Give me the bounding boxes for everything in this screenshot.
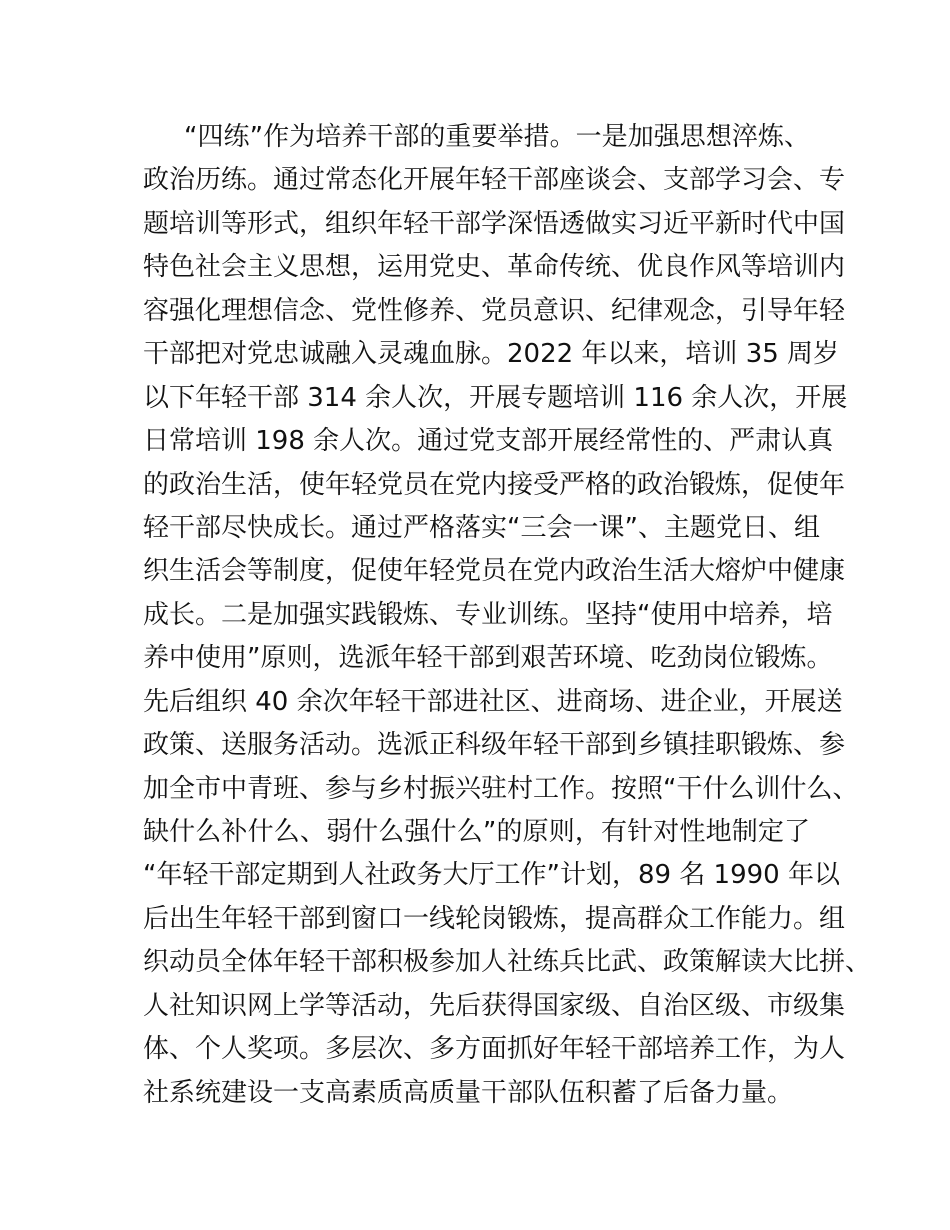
paragraph-line: 容强化理想信念、党性修养、党员意识、纪律观念，引导年轻 [143, 295, 846, 326]
paragraph-line: 人社知识网上学等活动，先后获得国家级、自治区级、市级集 [143, 990, 846, 1021]
paragraph-line: 成长。二是加强实践锻炼、专业训练。坚持“使用中培养，培 [143, 599, 833, 630]
paragraph-line: 政治历练。通过常态化开展年轻干部座谈会、支部学习会、专 [143, 165, 846, 196]
paragraph-line: 织生活会等制度，促使年轻党员在党内政治生活大熔炉中健康 [143, 556, 846, 587]
paragraph-line: 养中使用”原则，选派年轻干部到艰苦环境、吃劲岗位锻炼。 [143, 643, 833, 674]
paragraph-line: 政策、送服务活动。选派正科级年轻干部到乡镇挂职锻炼、参 [143, 730, 846, 761]
paragraph-line: 后出生年轻干部到窗口一线轮岗锻炼，提高群众工作能力。组 [143, 903, 846, 934]
paragraph-line: 以下年轻干部 314 余人次，开展专题培训 116 余人次，开展 [143, 382, 848, 413]
paragraph-line: 体、个人奖项。多层次、多方面抓好年轻干部培养工作，为人 [143, 1034, 846, 1065]
paragraph-line: 缺什么补什么、弱什么强什么”的原则，有针对性地制定了 [143, 817, 810, 847]
paragraph-line: 题培训等形式，组织年轻干部学深悟透做实习近平新时代中国 [143, 208, 846, 239]
document-body [143, 116, 872, 1115]
paragraph-line: 加全市中青班、参与乡村振兴驻村工作。按照“干什么训什么、 [143, 773, 859, 804]
paragraph-line: 特色社会主义思想，运用党史、革命传统、优良作风等培训内 [143, 252, 846, 283]
paragraph-line: 干部把对党忠诚融入灵魂血脉。2022 年以来，培训 35 周岁 [143, 339, 840, 370]
paragraph-line: “四练”作为培养干部的重要举措。一是加强思想淬炼、 [184, 122, 810, 152]
paragraph-line: 社系统建设一支高素质高质量干部队伍积蓄了后备力量。 [143, 1077, 794, 1108]
paragraph-line: 轻干部尽快成长。通过严格落实“三会一课”、主题党日、组 [143, 512, 820, 543]
paragraph-line: 织动员全体年轻干部积极参加人社练兵比武、政策解读大比拼、 [143, 947, 872, 978]
paragraph-line: 先后组织 40 余次年轻干部进社区、进商场、进企业，开展送 [143, 686, 843, 717]
paragraph-line: “年轻干部定期到人社政务大厅工作”计划，89 名 1990 年以 [143, 860, 840, 891]
paragraph-line: 日常培训 198 余人次。通过党支部开展经常性的、严肃认真 [143, 426, 834, 457]
paragraph-line: 的政治生活，使年轻党员在党内接受严格的政治锻炼，促使年 [143, 469, 846, 500]
